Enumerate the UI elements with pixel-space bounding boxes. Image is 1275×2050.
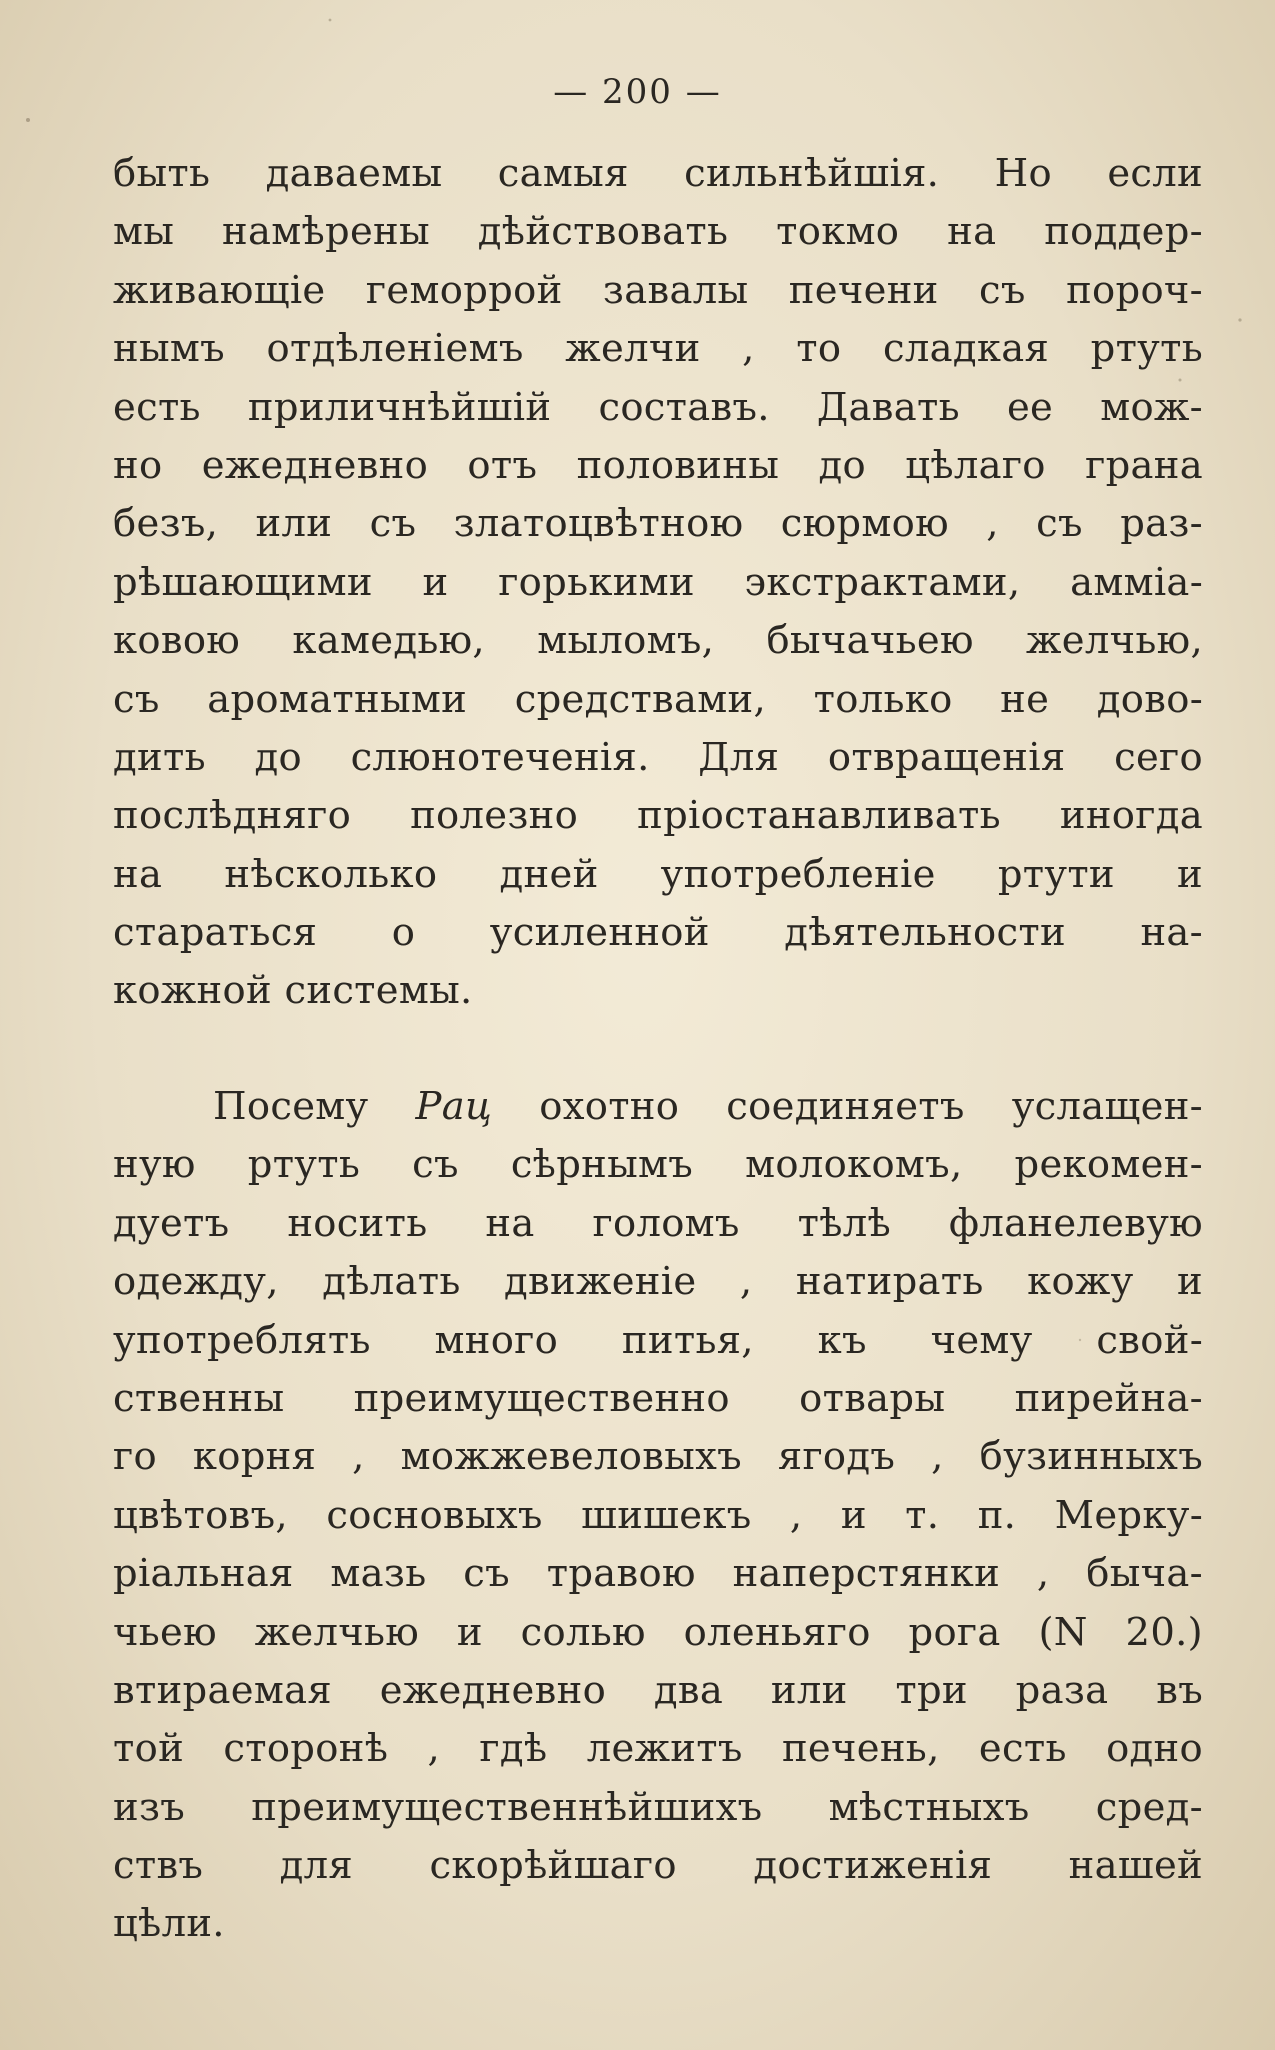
text-line: кожной системы. bbox=[113, 968, 473, 1014]
text-line: стараться о усиленной дѣятельности на- bbox=[113, 910, 1203, 956]
paper-speck bbox=[329, 19, 332, 22]
text-line: ствъ для скорѣйшаго достиженія нашей bbox=[113, 1843, 1203, 1889]
page-number: — 200 — bbox=[553, 72, 722, 112]
text-line: ковою камедью, мыломъ, бычачьею желчью, bbox=[113, 618, 1203, 664]
text-line: цвѣтовъ, сосновыхъ шишекъ , и т. п. Мерку- bbox=[113, 1492, 1203, 1538]
text-line: втираемая ежедневно два или три раза въ bbox=[113, 1667, 1203, 1713]
text-segment: Посему bbox=[213, 1084, 369, 1129]
text-line: нымъ отдѣленіемъ желчи , то сладкая ртуть bbox=[113, 326, 1203, 372]
text-line: безъ, или съ златоцвѣтною сюрмою , съ раз- bbox=[113, 501, 1203, 547]
text-line: чьею желчью и солью оленьяго рога (N 20.) bbox=[113, 1609, 1203, 1655]
text-segment: охотно соединяетъ услащен- bbox=[539, 1084, 1203, 1129]
text-line: мы намѣрены дѣйствовать токмо на поддер- bbox=[113, 209, 1203, 255]
text-line: го корня , можжевеловыхъ ягодъ , бузинныхъ bbox=[113, 1434, 1203, 1480]
text-line: цѣли. bbox=[113, 1901, 225, 1947]
text-line: ріальная мазь съ травою наперстянки , быча- bbox=[113, 1551, 1203, 1597]
paper-speck bbox=[26, 118, 30, 122]
text-line: дить до слюнотеченія. Для отвращенія сего bbox=[113, 734, 1203, 780]
paragraph-2 bbox=[113, 1078, 1203, 1954]
text-line: изъ преимущественнѣйшихъ мѣстныхъ сред- bbox=[113, 1784, 1203, 1830]
text-line: съ ароматными средствами, только не дово- bbox=[113, 676, 1203, 722]
text-line: употреблять много питья, къ чему свой- bbox=[113, 1317, 1203, 1363]
text-line: ную ртуть съ сѣрнымъ молокомъ, рекомен- bbox=[113, 1142, 1203, 1188]
text-line: есть приличнѣйшій составъ. Давать ее мож- bbox=[113, 384, 1203, 430]
text-line: той сторонѣ , гдѣ лежитъ печень, есть одно bbox=[113, 1726, 1203, 1772]
text-line: одежду, дѣлать движеніе , натирать кожу и bbox=[113, 1259, 1203, 1305]
text-line: быть даваемы самыя сильнѣйшія. Но если bbox=[113, 151, 1203, 196]
text-line-first bbox=[113, 1078, 1203, 1136]
author-name: Рац bbox=[415, 1084, 493, 1129]
text-line: живающіе геморрой завалы печени съ пороч- bbox=[113, 267, 1203, 313]
text-line: дуетъ носить на голомъ тѣлѣ фланелевую bbox=[113, 1200, 1203, 1246]
text-line: послѣдняго полезно пріостанавливать иногда bbox=[113, 793, 1203, 839]
paragraph-1 bbox=[113, 145, 1203, 1021]
text-line: на нѣсколько дней употребленіе ртути и bbox=[113, 851, 1203, 897]
text-line: ственны преимущественно отвары пирейна- bbox=[113, 1375, 1203, 1421]
text-line: рѣшающими и горькими экстрактами, амміа- bbox=[113, 559, 1203, 605]
text-line: но ежедневно отъ половины до цѣлаго грана bbox=[113, 442, 1203, 488]
paper-speck bbox=[1238, 318, 1241, 321]
